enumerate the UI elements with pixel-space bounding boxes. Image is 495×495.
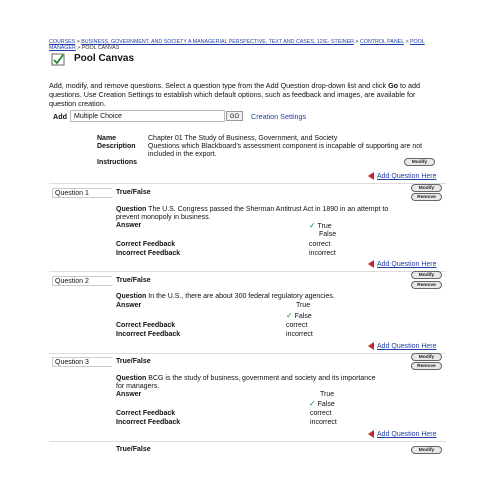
red-triangle-icon: [368, 260, 374, 268]
breadcrumb-pool-manager[interactable]: POOL MANAGER: [49, 39, 425, 51]
modify-button[interactable]: Modify: [411, 446, 442, 454]
answer-option: True: [296, 302, 311, 309]
correct-feedback-value: correct: [286, 322, 308, 329]
answer-label: Answer: [116, 222, 142, 229]
incorrect-feedback-label: Incorrect Feedback: [116, 250, 181, 257]
check-icon: ✓: [309, 399, 316, 408]
question-type-select[interactable]: Multiple Choice: [70, 110, 225, 122]
divider: [49, 271, 446, 272]
answer-option-correct: ✓ False: [286, 311, 312, 320]
name-value: Chapter 01 The Study of Business, Government, and Society: [148, 135, 338, 142]
answer-label: Answer: [116, 302, 142, 309]
page-instructions: Add, modify, and remove questions. Select a question type from the Add Question drop-down list and click Go to add questions. Use Creation Settings to establish which default options, such as feedback and images, are available for question creation.: [49, 81, 421, 108]
breadcrumb-separator: >: [405, 39, 409, 45]
add-label: Add: [53, 112, 67, 121]
answer-option-correct: ✓ False: [309, 399, 335, 408]
question-type: True/False: [116, 277, 151, 284]
answer-label: Answer: [116, 391, 142, 398]
correct-feedback-label: Correct Feedback: [116, 241, 176, 248]
incorrect-feedback-value: incorrect: [310, 419, 337, 426]
pool-canvas-icon: [51, 53, 65, 66]
incorrect-feedback-value: incorrect: [286, 331, 313, 338]
answer-option-correct: ✓ True: [309, 221, 332, 230]
question-number: Question 2: [52, 276, 112, 286]
modify-button[interactable]: Modify: [411, 271, 442, 279]
question-text: Question The U.S. Congress passed the Sherman Antitrust Act in 1890 in an attempt to prevent monopoly in business.: [116, 206, 389, 221]
check-icon: ✓: [286, 311, 293, 320]
breadcrumb-courses[interactable]: COURSES: [49, 39, 76, 45]
incorrect-feedback-value: incorrect: [309, 250, 336, 257]
modify-button[interactable]: Modify: [404, 158, 435, 166]
question-type: True/False: [116, 446, 151, 453]
go-button[interactable]: GO: [226, 111, 243, 121]
red-triangle-icon: [368, 430, 374, 438]
creation-settings-link[interactable]: Creation Settings: [251, 112, 307, 121]
divider: [49, 441, 446, 442]
correct-feedback-value: correct: [309, 241, 331, 248]
answer-option: False: [319, 231, 337, 238]
question-text: Question BCG is the study of business, government and society and its importance for managers.: [116, 375, 376, 390]
page-title: Pool Canvas: [74, 53, 135, 64]
correct-feedback-label: Correct Feedback: [116, 322, 176, 329]
incorrect-feedback-label: Incorrect Feedback: [116, 419, 181, 426]
red-triangle-icon: [368, 342, 374, 350]
remove-button[interactable]: Remove: [411, 193, 442, 201]
incorrect-feedback-label: Incorrect Feedback: [116, 331, 181, 338]
check-icon: ✓: [309, 221, 316, 230]
description-value: Questions which Blackboard's assessment component is incapable of supporting are not included in the export.: [148, 143, 423, 158]
correct-feedback-value: correct: [310, 410, 332, 417]
add-question-here-link[interactable]: Add Question Here: [368, 260, 437, 268]
add-question-here-link[interactable]: Add Question Here: [368, 430, 437, 438]
question-type: True/False: [116, 189, 151, 196]
breadcrumb-separator: >: [355, 39, 359, 45]
answer-option: True: [320, 391, 335, 398]
breadcrumb-separator: >: [76, 39, 80, 45]
breadcrumb-separator: >: [77, 45, 81, 51]
breadcrumb-course[interactable]: BUSINESS, GOVERNMENT, AND SOCIETY A MANAGERIAL PERSPECTIVE, TEXT AND CASES, 12/E- STEINER: [81, 39, 354, 45]
correct-feedback-label: Correct Feedback: [116, 410, 176, 417]
question-number: Question 3: [52, 357, 112, 367]
breadcrumb-control-panel[interactable]: CONTROL PANEL: [360, 39, 404, 45]
question-type: True/False: [116, 358, 151, 365]
description-label: Description: [97, 143, 136, 150]
modify-button[interactable]: Modify: [411, 184, 442, 192]
remove-button[interactable]: Remove: [411, 281, 442, 289]
question-text: Question In the U.S., there are about 300 federal regulatory agencies.: [116, 293, 335, 300]
add-question-here-link[interactable]: Add Question Here: [368, 172, 437, 180]
breadcrumb-current: POOL CANVAS: [81, 45, 120, 51]
breadcrumb: [49, 39, 449, 51]
add-question-here-link[interactable]: Add Question Here: [368, 342, 437, 350]
remove-button[interactable]: Remove: [411, 362, 442, 370]
red-triangle-icon: [368, 172, 374, 180]
instructions-label: Instructions: [97, 159, 138, 166]
divider: [49, 353, 446, 354]
question-number: Question 1: [52, 188, 112, 198]
modify-button[interactable]: Modify: [411, 353, 442, 361]
divider: [49, 183, 446, 184]
name-label: Name: [97, 135, 117, 142]
